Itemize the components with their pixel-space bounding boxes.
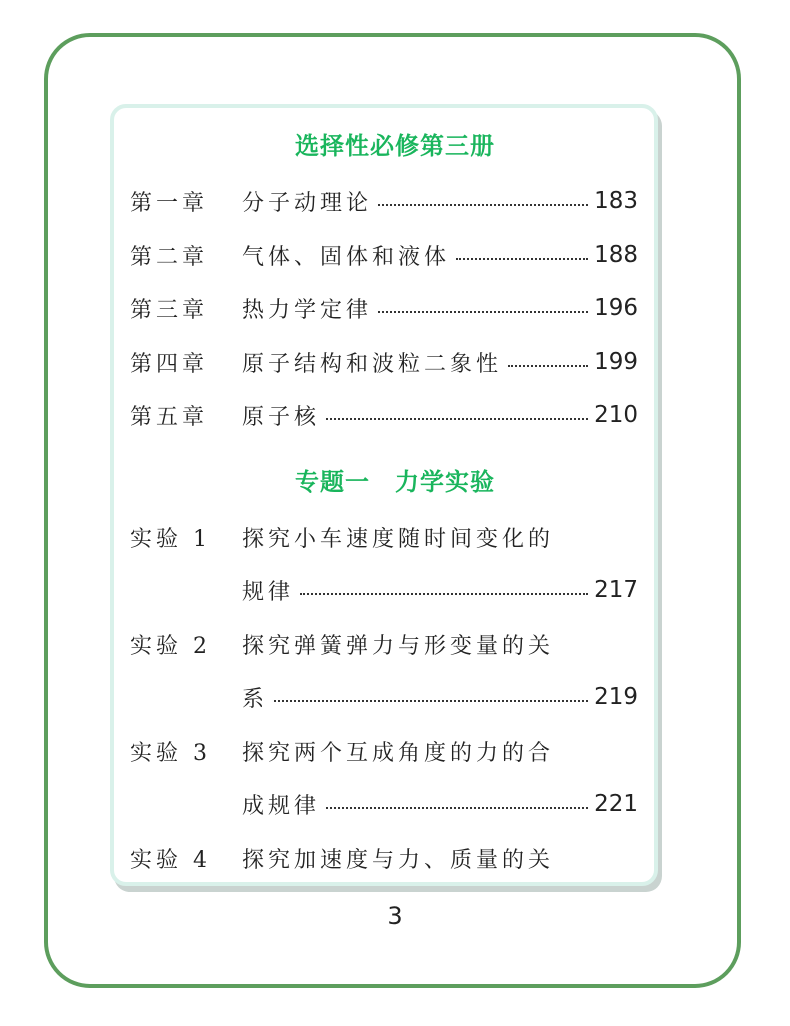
experiment-label: 实验 1 (130, 526, 211, 552)
chapter-label: 第二章 (130, 244, 209, 270)
toc-entry-chapter-4[interactable] (130, 342, 638, 382)
dot-leader (378, 311, 588, 313)
toc-entry-experiment-3[interactable] (130, 731, 638, 771)
dot-leader (378, 204, 588, 206)
chapter-page: 188 (594, 242, 638, 268)
section-heading-topic: 专题一 力学实验 (295, 468, 495, 496)
dot-leader (456, 258, 588, 260)
experiment-page: 217 (594, 577, 638, 603)
chapter-title: 气体、固体和液体 (242, 244, 451, 270)
experiment-title: 探究两个互成角度的力的合 (242, 740, 555, 766)
chapter-label: 第四章 (130, 351, 209, 377)
toc-entry-experiment-3-cont[interactable] (130, 784, 638, 824)
chapter-title: 原子结构和波粒二象性 (242, 351, 503, 377)
section-heading-book: 选择性必修第三册 (295, 132, 495, 160)
toc-entry-chapter-3[interactable] (130, 288, 638, 328)
experiment-page: 219 (594, 684, 638, 710)
experiment-title: 探究加速度与力、质量的关 (242, 847, 555, 873)
experiment-label: 实验 4 (130, 847, 211, 873)
experiment-title-cont: 规律 (242, 579, 295, 605)
toc-entry-experiment-1-cont[interactable] (130, 570, 638, 610)
toc-entry-experiment-4[interactable] (130, 838, 638, 878)
experiment-label: 实验 2 (130, 633, 211, 659)
dot-leader (326, 807, 588, 809)
chapter-label: 第三章 (130, 297, 209, 323)
experiment-page: 221 (594, 791, 638, 817)
experiment-title-cont: 系 (242, 686, 269, 712)
chapter-page: 199 (594, 349, 638, 375)
chapter-title: 热力学定律 (242, 297, 373, 323)
toc-entry-chapter-5[interactable] (130, 395, 638, 435)
page-number: 3 (387, 902, 403, 930)
experiment-label: 实验 3 (130, 740, 211, 766)
experiment-title: 探究弹簧弹力与形变量的关 (242, 633, 555, 659)
toc-entry-chapter-1[interactable] (130, 181, 638, 221)
toc-entry-experiment-2[interactable] (130, 624, 638, 664)
dot-leader (508, 365, 588, 367)
chapter-title: 分子动理论 (242, 190, 373, 216)
dot-leader (300, 593, 588, 595)
experiment-title-cont: 成规律 (242, 793, 321, 819)
toc-entry-experiment-1[interactable] (130, 517, 638, 557)
chapter-page: 183 (594, 188, 638, 214)
toc-entry-experiment-2-cont[interactable] (130, 677, 638, 717)
chapter-page: 210 (594, 402, 638, 428)
chapter-label: 第五章 (130, 404, 209, 430)
chapter-title: 原子核 (242, 404, 321, 430)
dot-leader (274, 700, 588, 702)
chapter-page: 196 (594, 295, 638, 321)
chapter-label: 第一章 (130, 190, 209, 216)
toc-entry-chapter-2[interactable] (130, 235, 638, 275)
experiment-title: 探究小车速度随时间变化的 (242, 526, 555, 552)
dot-leader (326, 418, 588, 420)
